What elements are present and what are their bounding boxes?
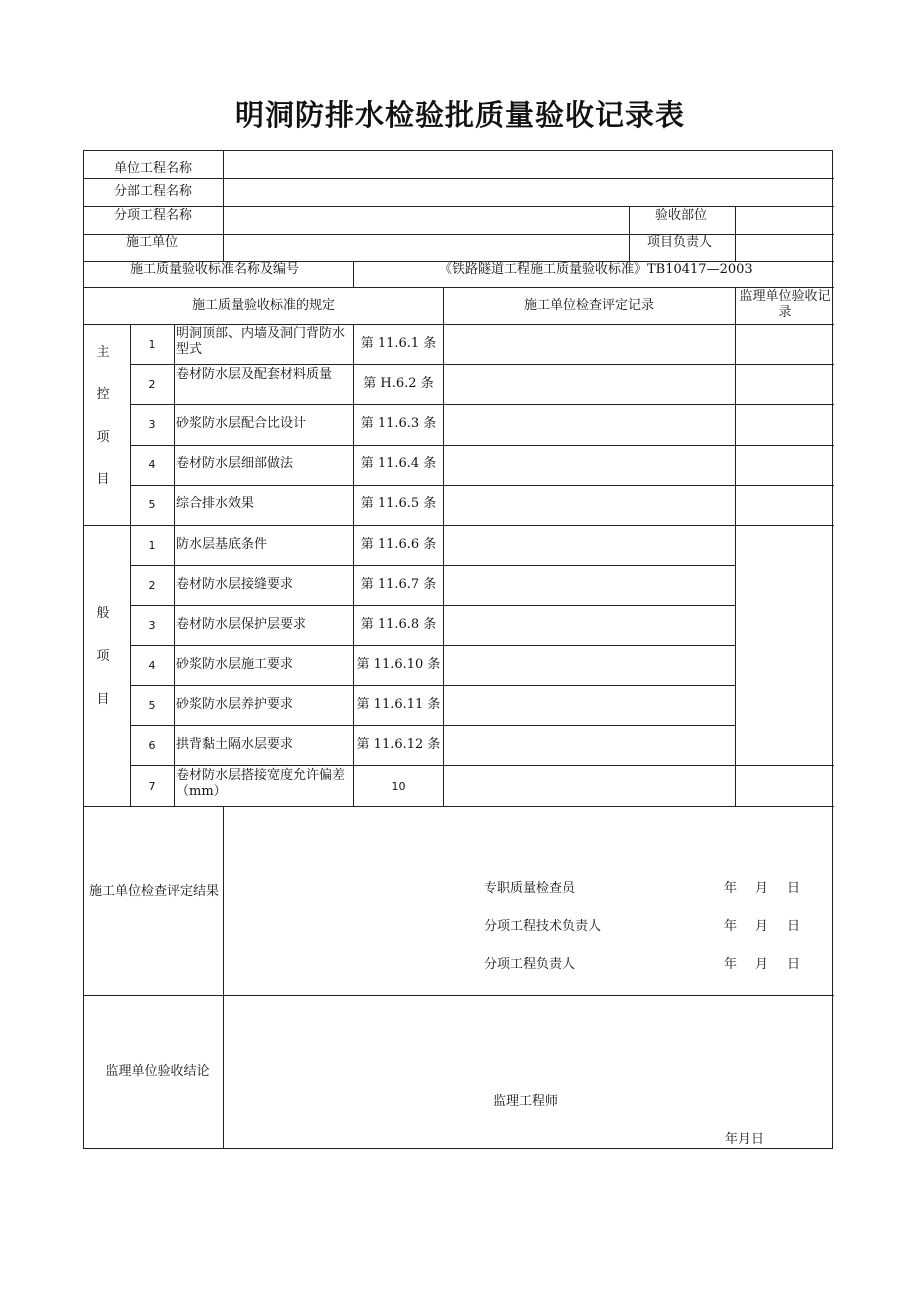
rule xyxy=(443,287,444,806)
row-number: 6 xyxy=(148,739,156,752)
acceptance-part-label: 验收部位 xyxy=(655,208,708,223)
date-month: 月 xyxy=(755,957,769,972)
row-item: 砂浆防水层配合比设计 xyxy=(176,416,307,431)
row-clause: 第 11.6.8 条 xyxy=(360,617,437,632)
row-number: 1 xyxy=(148,338,156,351)
row-number: 4 xyxy=(148,659,156,672)
contractor-label: 施工单位 xyxy=(126,235,179,250)
row-item: 明洞顶部、内墙及洞门背防水型式 xyxy=(176,326,346,357)
quality-inspector-label: 专职质量检查员 xyxy=(484,881,576,896)
rule xyxy=(84,324,834,325)
row-number: 5 xyxy=(148,498,156,511)
general-items-group-char: 般 xyxy=(96,606,110,621)
spec-column-header: 施工质量验收标准的规定 xyxy=(191,298,335,313)
row-clause: 第 11.6.12 条 xyxy=(356,737,441,752)
row-clause: 第 11.6.4 条 xyxy=(360,456,437,471)
row-item: 卷材防水层保护层要求 xyxy=(176,617,307,632)
general-items-group-char: 目 xyxy=(96,692,110,707)
date-month: 月 xyxy=(755,881,769,896)
acceptance-record-table xyxy=(83,150,833,1149)
main-items-group-char: 主 xyxy=(96,345,110,360)
subitem-lead-label: 分项工程负责人 xyxy=(484,957,576,972)
row-clause: 第 11.6.5 条 xyxy=(360,496,437,511)
supervisor-date: 年月日 xyxy=(725,1132,765,1147)
standard-label: 施工质量验收标准名称及编号 xyxy=(130,262,300,277)
row-clause: 第 11.6.1 条 xyxy=(360,336,437,351)
main-items-group-char: 项 xyxy=(96,430,110,445)
row-clause: 第 11.6.10 条 xyxy=(356,657,441,672)
row-clause: 第 H.6.2 条 xyxy=(363,376,434,391)
row-clause: 第 11.6.11 条 xyxy=(356,697,441,712)
rule xyxy=(353,261,354,287)
row-number: 5 xyxy=(148,699,156,712)
date-month: 月 xyxy=(755,919,769,934)
row-item: 卷材防水层接缝要求 xyxy=(176,577,294,592)
row-item: 综合排水效果 xyxy=(176,496,255,511)
rule xyxy=(130,324,131,806)
row-number: 3 xyxy=(148,619,156,632)
tech-lead-label: 分项工程技术负责人 xyxy=(484,919,602,934)
main-items-group-char: 目 xyxy=(96,472,110,487)
rule xyxy=(629,206,630,261)
date-year: 年 xyxy=(724,881,738,896)
rule xyxy=(84,206,834,207)
project-manager-label: 项目负责人 xyxy=(647,235,713,250)
date-year: 年 xyxy=(724,919,738,934)
row-clause: 第 11.6.7 条 xyxy=(360,577,437,592)
rule xyxy=(84,287,834,288)
rule xyxy=(84,806,834,807)
contractor-result-label: 施工单位检查评定结果 xyxy=(88,884,219,899)
rule xyxy=(84,525,834,526)
rule xyxy=(130,645,735,646)
date-day: 日 xyxy=(787,881,801,896)
row-item: 砂浆防水层施工要求 xyxy=(176,657,294,672)
row-number: 4 xyxy=(148,458,156,471)
rule xyxy=(130,565,735,566)
subitem-label: 分项工程名称 xyxy=(114,208,193,223)
rule xyxy=(353,324,354,806)
row-number: 3 xyxy=(148,418,156,431)
date-day: 日 xyxy=(787,919,801,934)
row-item: 卷材防水层搭接宽度允许偏差（mm） xyxy=(176,768,346,799)
division-label: 分部工程名称 xyxy=(114,184,193,199)
row-clause: 10 xyxy=(391,780,406,793)
rule xyxy=(84,234,834,235)
rule xyxy=(223,806,224,1149)
rule xyxy=(130,765,834,766)
page-title: 明洞防排水检验批质量验收记录表 xyxy=(234,98,685,132)
date-day: 日 xyxy=(787,957,801,972)
rule xyxy=(735,287,736,806)
unit-project-label: 单位工程名称 xyxy=(114,161,193,176)
rule xyxy=(84,178,834,179)
row-item: 砂浆防水层养护要求 xyxy=(176,697,294,712)
contractor-record-column-header: 施工单位检查评定记录 xyxy=(523,298,654,313)
row-item: 卷材防水层细部做法 xyxy=(176,456,294,471)
row-item: 拱背黏土隔水层要求 xyxy=(176,737,294,752)
rule xyxy=(130,364,834,365)
rule xyxy=(130,445,834,446)
row-clause: 第 11.6.6 条 xyxy=(360,537,437,552)
supervisor-engineer-label: 监理工程师 xyxy=(493,1094,559,1109)
supervisor-conclusion-label: 监理单位验收结论 xyxy=(105,1064,210,1079)
date-year: 年 xyxy=(724,957,738,972)
standard-value: 《铁路隧道工程施工质量验收标准》TB10417—2003 xyxy=(439,262,753,277)
row-clause: 第 11.6.3 条 xyxy=(360,416,437,431)
rule xyxy=(223,151,224,261)
general-items-group-char: 项 xyxy=(96,649,110,664)
rule xyxy=(130,685,735,686)
row-number: 2 xyxy=(148,378,156,391)
row-item: 防水层基底条件 xyxy=(176,537,268,552)
row-number: 7 xyxy=(148,780,156,793)
row-number: 2 xyxy=(148,579,156,592)
row-number: 1 xyxy=(148,539,156,552)
supervisor-record-column-header: 监理单位验收记录 xyxy=(739,289,831,320)
rule xyxy=(130,605,735,606)
row-item: 卷材防水层及配套材料质量 xyxy=(176,367,333,382)
main-items-group-char: 控 xyxy=(96,387,110,402)
rule xyxy=(735,206,736,261)
rule xyxy=(130,404,834,405)
rule xyxy=(130,725,735,726)
rule xyxy=(174,324,175,806)
rule xyxy=(84,995,834,996)
rule xyxy=(130,485,834,486)
